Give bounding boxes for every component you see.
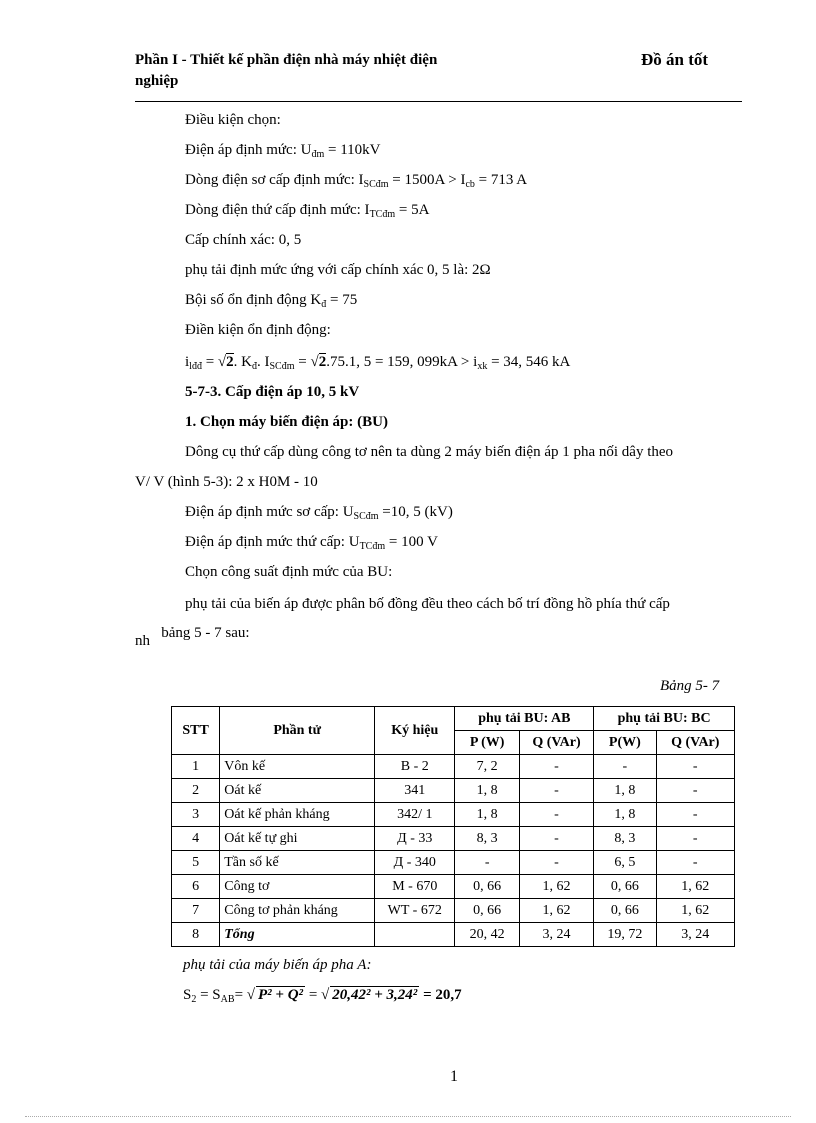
cell-symbol	[375, 923, 455, 947]
table-row	[172, 803, 735, 827]
cell-stt: 3	[172, 803, 220, 827]
cell-stt: 4	[172, 827, 220, 851]
cell-q-bc: 1, 62	[656, 875, 734, 899]
cell-p-ab: 8, 3	[455, 827, 519, 851]
line-selection-conditions: Điều kiện chọn:	[185, 112, 281, 128]
section-heading-10-5kv: 5-7-3. Cấp điện áp 10, 5 kV	[185, 384, 360, 400]
cell-q-bc: 3, 24	[656, 923, 734, 947]
cell-q-ab: 1, 62	[519, 899, 593, 923]
cell-p-bc: 0, 66	[594, 899, 656, 923]
phase-a-load-caption: phụ tải của máy biến áp pha A:	[183, 957, 372, 973]
col-header-p-ab: P (W)	[455, 731, 519, 755]
paragraph-instruments-cont: V/ V (hình 5-3): 2 x H0M - 10	[135, 474, 318, 490]
col-header-symbol: Ký hiệu	[375, 707, 455, 755]
page-number: 1	[450, 1068, 458, 1085]
cell-q-ab: 3, 24	[519, 923, 593, 947]
table-row	[172, 851, 735, 875]
paragraph-instruments: Dông cụ thứ cấp dùng công tơ nên ta dùng 2 máy biến điện áp 1 pha nối dây theo	[185, 444, 674, 460]
cell-p-bc: 8, 3	[594, 827, 656, 851]
cell-p-ab: 1, 8	[455, 779, 519, 803]
line-dynamic-condition: Điền kiện ổn định động:	[185, 322, 331, 338]
line-rated-voltage: Điện áp định mức: $U_{đm} = 110kV$	[185, 142, 381, 160]
table-caption: Bảng 5- 7	[660, 678, 720, 694]
apparent-power-formula: $S_2 = S_{AB}=$ √ P² + Q² = √ 20,42² + 3,24² = 20,7	[183, 987, 462, 1005]
header-divider	[135, 101, 742, 102]
line-dynamic-formula: $i_{lđđ} = √2$. $K_đ$. $I_{SCđm} = √2.75.1$, 5 = 159, $099kA > i_{xk} = 34$, 546 kA	[185, 354, 571, 372]
header-line-1: Phần I - Thiết kế phần điện nhà máy nhiệt điện	[135, 52, 438, 68]
cell-q-ab: -	[519, 827, 593, 851]
col-header-q-bc: Q (VAr)	[656, 731, 734, 755]
header-line-2: nghiệp	[135, 73, 179, 89]
line-accuracy-class: Cấp chính xác: 0, 5	[185, 232, 302, 248]
table-row	[172, 875, 735, 899]
paragraph-load-distribution-cont: nh bảng 5 - 7 sau:	[135, 625, 250, 649]
cell-p-ab: 0, 66	[455, 899, 519, 923]
cell-q-bc: -	[656, 779, 734, 803]
cell-element: Oát kế tự ghi	[220, 827, 375, 851]
col-header-stt: STT	[172, 707, 220, 755]
table-row	[172, 923, 735, 947]
cell-q-ab: -	[519, 779, 593, 803]
cell-q-bc: -	[656, 755, 734, 779]
cell-p-bc: 1, 8	[594, 779, 656, 803]
line-primary-voltage: Điện áp định mức sơ cấp: $U_{SCđm} =10$, 5 (kV)	[185, 504, 453, 522]
line-primary-current: Dòng điện sơ cấp định mức: $I_{SCđm} = 1500A > I_{cb} = 713$ A	[185, 172, 528, 190]
cell-p-ab: 1, 8	[455, 803, 519, 827]
cell-q-ab: 1, 62	[519, 875, 593, 899]
line-secondary-voltage: Điện áp định mức thứ cấp: $U_{TCđm} = 100$ V	[185, 534, 438, 552]
line-secondary-current: Dòng điện thứ cấp định mức: $I_{TCđm} = 5A$	[185, 202, 430, 220]
col-header-element: Phần tử	[220, 707, 375, 755]
table-row	[172, 899, 735, 923]
col-header-q-ab: Q (VAr)	[519, 731, 593, 755]
line-rated-burden: phụ tải định mức ứng với cấp chính xác 0, 5 là: 2Ω	[185, 262, 491, 278]
cell-element: Vôn kế	[220, 755, 375, 779]
cell-stt: 6	[172, 875, 220, 899]
cell-p-bc: 0, 66	[594, 875, 656, 899]
table-header-row-1	[172, 707, 735, 731]
cell-element: Tổng	[220, 923, 375, 947]
cell-element: Công tơ phản kháng	[220, 899, 375, 923]
col-header-load-ab: phụ tải BU: AB	[455, 707, 594, 731]
page-header-right: Đồ án tốt	[641, 50, 709, 69]
cell-symbol: WT - 672	[375, 899, 455, 923]
cell-stt: 2	[172, 779, 220, 803]
table-row	[172, 827, 735, 851]
cell-p-bc: 6, 5	[594, 851, 656, 875]
cell-q-ab: -	[519, 755, 593, 779]
cell-element: Công tơ	[220, 875, 375, 899]
paragraph-load-distribution: phụ tải của biến áp được phân bố đồng đều theo cách bố trí đồng hồ phía thứ cấp	[185, 596, 670, 612]
cell-stt: 5	[172, 851, 220, 875]
cell-p-ab: 20, 42	[455, 923, 519, 947]
cell-q-bc: -	[656, 803, 734, 827]
table-body	[172, 755, 735, 947]
cell-element: Tần số kế	[220, 851, 375, 875]
cell-p-bc: 1, 8	[594, 803, 656, 827]
line-dynamic-stability-factor: Bội số ổn định động $K_đ = 75$	[185, 292, 358, 310]
cell-p-bc: 19, 72	[594, 923, 656, 947]
cell-stt: 1	[172, 755, 220, 779]
cell-q-bc: 1, 62	[656, 899, 734, 923]
table-row	[172, 779, 735, 803]
cell-p-ab: -	[455, 851, 519, 875]
cell-symbol: Д - 340	[375, 851, 455, 875]
cell-q-bc: -	[656, 827, 734, 851]
load-table	[171, 706, 735, 947]
cell-p-ab: 7, 2	[455, 755, 519, 779]
cell-q-ab: -	[519, 851, 593, 875]
subsection-heading-bu: 1. Chọn máy biến điện áp: (BU)	[185, 414, 388, 430]
cell-stt: 8	[172, 923, 220, 947]
cell-q-ab: -	[519, 803, 593, 827]
page-header-title	[135, 50, 555, 92]
cell-element: Oát kế phản kháng	[220, 803, 375, 827]
line-choose-power: Chọn công suất định mức của BU:	[185, 564, 393, 580]
cell-p-ab: 0, 66	[455, 875, 519, 899]
cell-element: Oát kế	[220, 779, 375, 803]
page-bottom-dotted-line	[25, 1116, 791, 1117]
cell-symbol: Д - 33	[375, 827, 455, 851]
cell-q-bc: -	[656, 851, 734, 875]
cell-symbol: B - 2	[375, 755, 455, 779]
cell-symbol: M - 670	[375, 875, 455, 899]
cell-symbol: 342/ 1	[375, 803, 455, 827]
col-header-load-bc: phụ tải BU: BC	[594, 707, 735, 731]
cell-stt: 7	[172, 899, 220, 923]
col-header-p-bc: P(W)	[594, 731, 656, 755]
table-row	[172, 755, 735, 779]
cell-p-bc: -	[594, 755, 656, 779]
cell-symbol: 341	[375, 779, 455, 803]
